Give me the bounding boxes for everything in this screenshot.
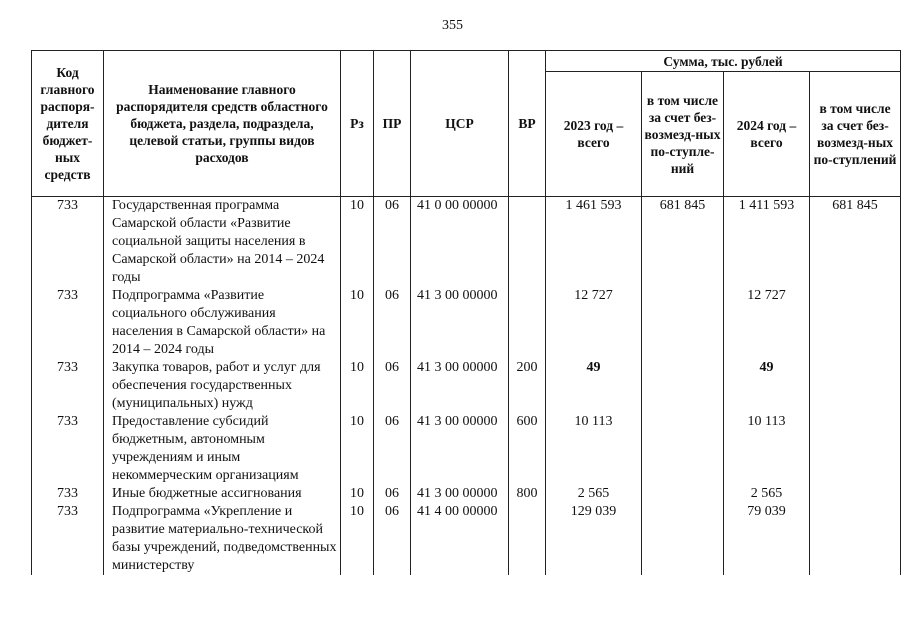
table-row <box>32 485 901 503</box>
cell-vr <box>509 287 546 359</box>
cell-rz: 10 <box>341 485 374 503</box>
cell-code: 733 <box>32 197 104 288</box>
header-row-top <box>32 51 901 72</box>
col-header-vr: ВР <box>509 51 546 197</box>
cell-rz: 10 <box>341 359 374 413</box>
cell-2023-free: 681 845 <box>642 197 724 288</box>
cell-csr: 41 4 00 00000 <box>411 503 509 575</box>
cell-2023-free <box>642 485 724 503</box>
cell-csr: 41 3 00 00000 <box>411 359 509 413</box>
cell-2024-free <box>810 413 901 485</box>
col-header-code: Код главного распоря-дителя бюджет-ных средств <box>32 51 104 197</box>
cell-code: 733 <box>32 287 104 359</box>
cell-pr: 06 <box>374 287 411 359</box>
cell-2023-free <box>642 503 724 575</box>
cell-2024-total: 10 113 <box>724 413 810 485</box>
table-row <box>32 413 901 485</box>
col-header-name: Наименование главного распорядителя средств областного бюджета, раздела, подраздела, целевой статьи, группы видов расходов <box>104 51 341 197</box>
cell-2023-total: 10 113 <box>546 413 642 485</box>
table-row <box>32 287 901 359</box>
cell-rz: 10 <box>341 503 374 575</box>
cell-name: Подпрограмма «Укрепление и развитие материально-технической базы учреждений, подведомственных министерству <box>104 503 341 575</box>
cell-name: Предоставление субсидий бюджетным, автономным учреждениям и иным некоммерческим организациям <box>104 413 341 485</box>
cell-2024-free: 681 845 <box>810 197 901 288</box>
table-row <box>32 503 901 575</box>
cell-code: 733 <box>32 413 104 485</box>
cell-rz: 10 <box>341 287 374 359</box>
cell-2024-total: 1 411 593 <box>724 197 810 288</box>
cell-2024-total: 2 565 <box>724 485 810 503</box>
cell-2024-total: 49 <box>724 359 810 413</box>
col-header-2023-total: 2023 год – всего <box>546 72 642 197</box>
cell-pr: 06 <box>374 485 411 503</box>
cell-2023-total: 49 <box>546 359 642 413</box>
col-header-csr: ЦСР <box>411 51 509 197</box>
cell-name: Иные бюджетные ассигнования <box>104 485 341 503</box>
cell-code: 733 <box>32 503 104 575</box>
cell-csr: 41 3 00 00000 <box>411 287 509 359</box>
cell-pr: 06 <box>374 503 411 575</box>
cell-vr: 800 <box>509 485 546 503</box>
cell-vr <box>509 503 546 575</box>
cell-2023-total: 129 039 <box>546 503 642 575</box>
cell-2024-total: 79 039 <box>724 503 810 575</box>
col-header-2024-total: 2024 год – всего <box>724 72 810 197</box>
cell-csr: 41 0 00 00000 <box>411 197 509 288</box>
cell-csr: 41 3 00 00000 <box>411 485 509 503</box>
cell-2023-total: 12 727 <box>546 287 642 359</box>
cell-pr: 06 <box>374 197 411 288</box>
page-number: 355 <box>442 18 463 33</box>
col-header-2024-free: в том числе за счет без-возмезд-ных по-ступлений <box>810 72 901 197</box>
col-header-pr: ПР <box>374 51 411 197</box>
cell-2023-free <box>642 359 724 413</box>
cell-name: Закупка товаров, работ и услуг для обеспечения государственных (муниципальных) нужд <box>104 359 341 413</box>
col-header-rz: Рз <box>341 51 374 197</box>
cell-code: 733 <box>32 485 104 503</box>
cell-vr: 200 <box>509 359 546 413</box>
cell-2024-free <box>810 359 901 413</box>
cell-2024-free <box>810 503 901 575</box>
cell-vr <box>509 197 546 288</box>
budget-table <box>31 50 901 575</box>
cell-2023-free <box>642 287 724 359</box>
cell-rz: 10 <box>341 197 374 288</box>
table-row <box>32 197 901 288</box>
cell-vr: 600 <box>509 413 546 485</box>
cell-code: 733 <box>32 359 104 413</box>
cell-2024-free <box>810 485 901 503</box>
cell-csr: 41 3 00 00000 <box>411 413 509 485</box>
cell-2023-total: 2 565 <box>546 485 642 503</box>
cell-name: Подпрограмма «Развитие социального обслуживания населения в Самарской области» на 2014 – 2024 годы <box>104 287 341 359</box>
cell-rz: 10 <box>341 413 374 485</box>
cell-pr: 06 <box>374 413 411 485</box>
cell-2024-total: 12 727 <box>724 287 810 359</box>
cell-name: Государственная программа Самарской области «Развитие социальной защиты населения в Самарской области» на 2014 – 2024 годы <box>104 197 341 288</box>
col-header-sum: Сумма, тыс. рублей <box>546 51 901 72</box>
cell-pr: 06 <box>374 359 411 413</box>
table-row <box>32 359 901 413</box>
cell-2023-total: 1 461 593 <box>546 197 642 288</box>
col-header-2023-free: в том числе за счет без-возмезд-ных по-ступле-ний <box>642 72 724 197</box>
cell-2023-free <box>642 413 724 485</box>
cell-2024-free <box>810 287 901 359</box>
